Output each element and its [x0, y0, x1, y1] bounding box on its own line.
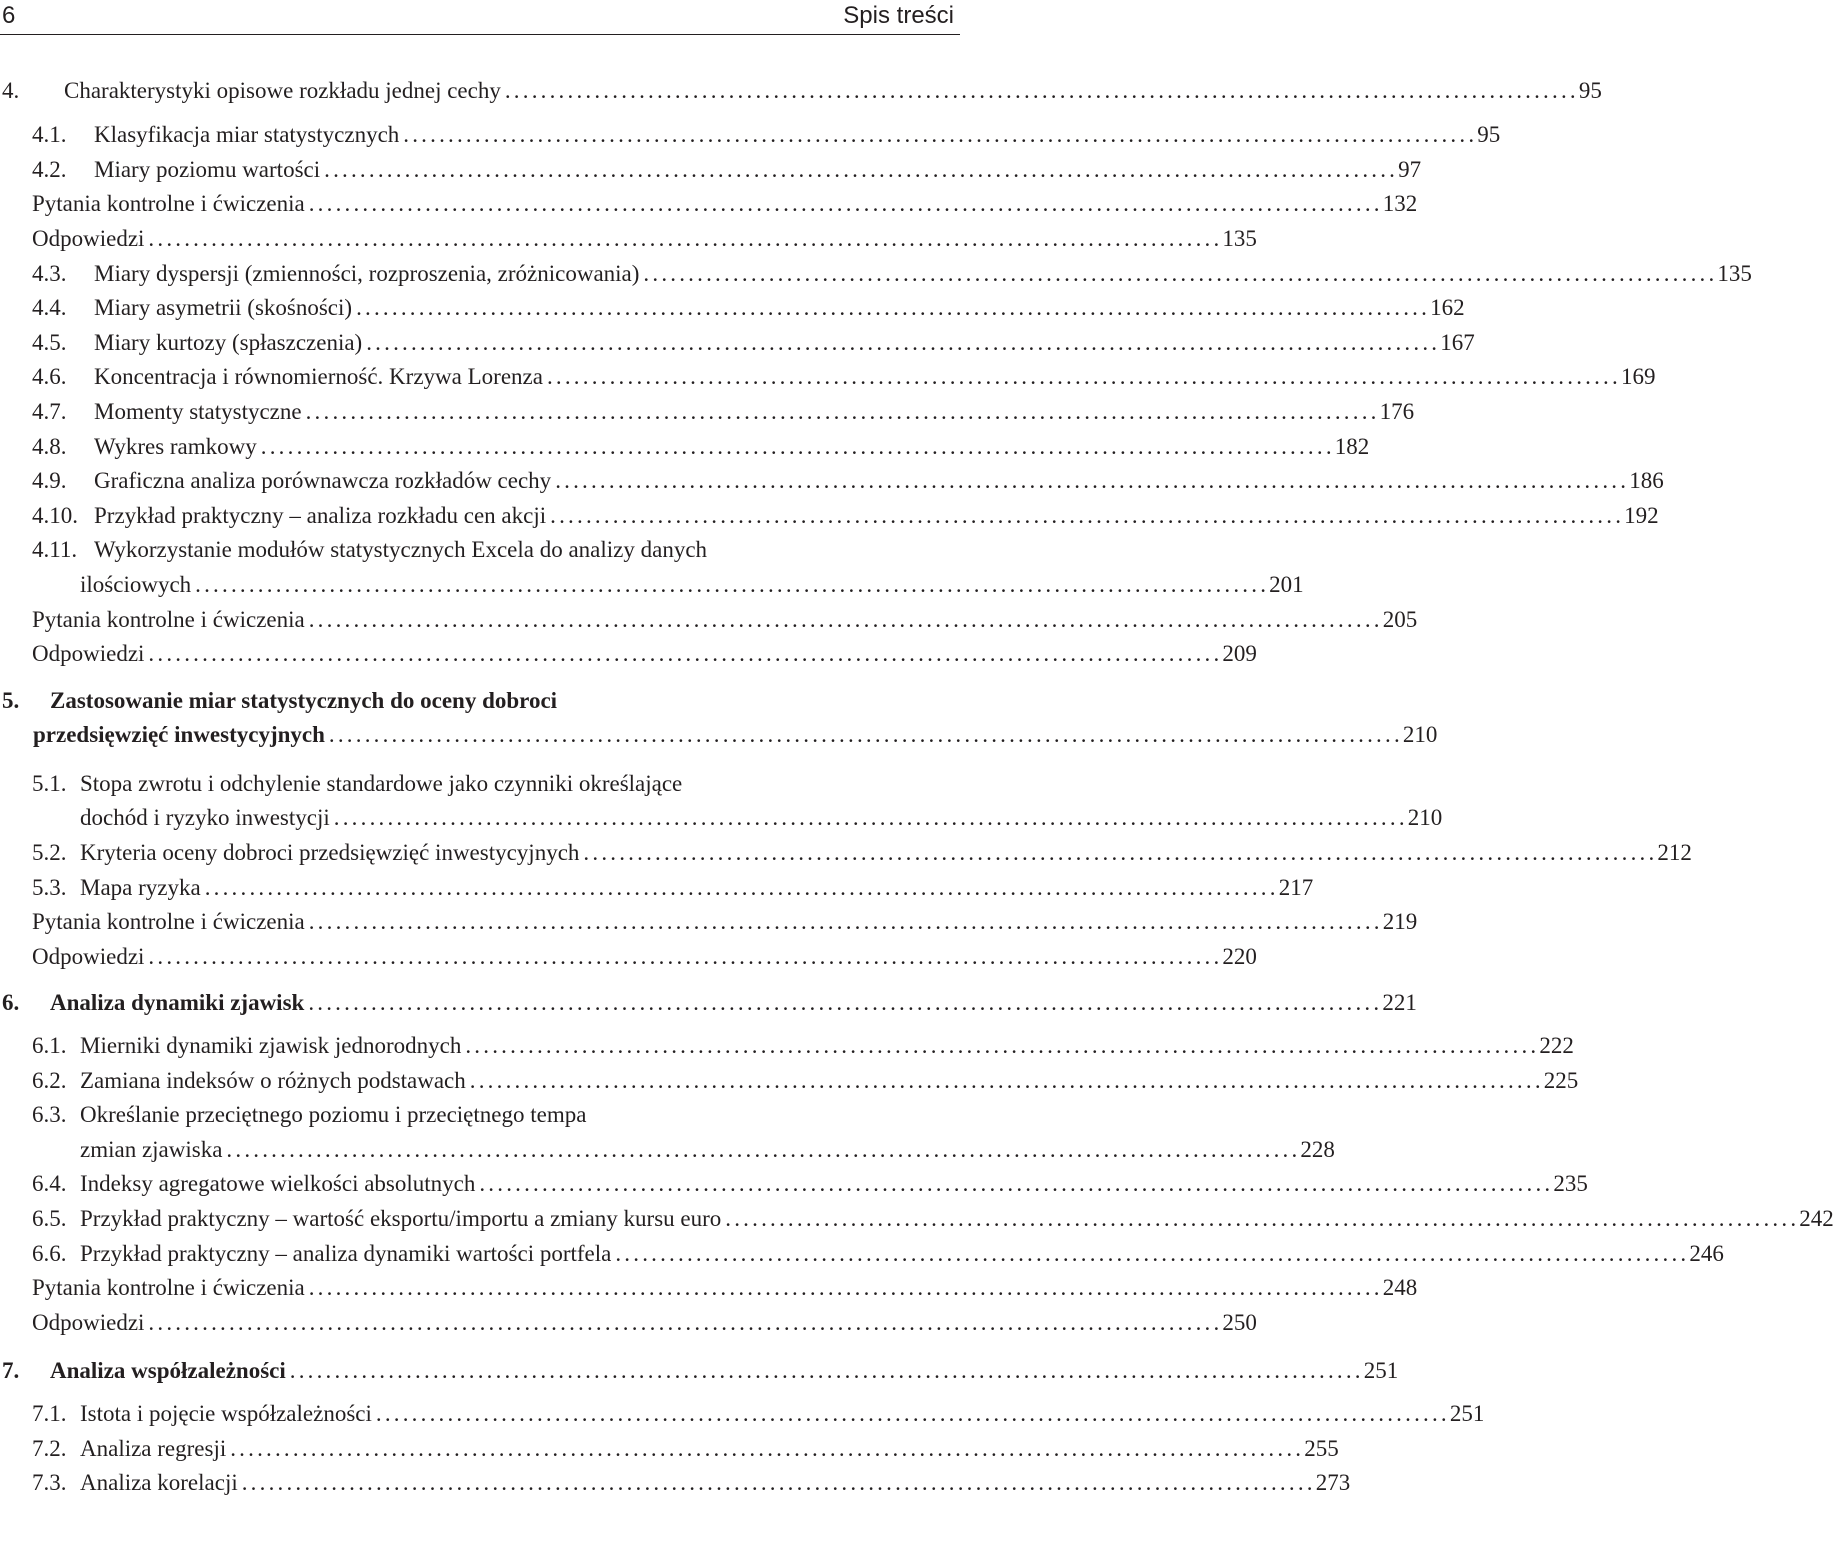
toc-page-number: 97: [1398, 156, 1422, 182]
running-title: Spis treści: [843, 2, 954, 29]
toc-entry: [0, 902, 1418, 937]
toc-entry-text: Charakterystyki opisowe rozkładu jednej cechy: [64, 77, 501, 103]
toc-entry-text: Analiza korelacji: [80, 1470, 238, 1496]
dot-leader: ........................................................................................................................: [725, 1206, 1800, 1231]
toc-entry-number: 7.2.: [32, 1435, 67, 1461]
dot-leader: ........................................................................................................................: [148, 641, 1223, 667]
toc-entry-number: 6.6.: [32, 1240, 67, 1266]
toc-page-number: 246: [1689, 1240, 1724, 1266]
toc-entry: [0, 530, 960, 565]
toc-entry-number: 5.2.: [32, 840, 67, 866]
toc-page-number: 220: [1222, 943, 1257, 969]
toc-entry: [0, 1428, 1339, 1463]
toc-entry: [0, 461, 1664, 496]
toc-entry-title: [32, 328, 366, 357]
toc-entry-title: [32, 1100, 590, 1129]
toc-entry-title: [32, 1273, 309, 1302]
toc-entry-number: 4.7.: [32, 398, 67, 424]
dot-leader: ........................................................................................................................: [375, 1400, 1450, 1426]
toc-entry-text: Określanie przeciętnego poziomu i przeciętnego tempa: [80, 1102, 587, 1128]
toc-entry: [0, 1060, 1579, 1095]
toc-entry-number: 4.: [2, 77, 20, 103]
toc-entry-text: Pytania kontrolne i ćwiczenia: [32, 191, 305, 217]
toc-entry: [0, 1302, 1257, 1337]
toc-entry: [0, 1268, 1418, 1303]
dot-leader: ........................................................................................................................: [504, 77, 1579, 103]
dot-leader: ........................................................................................................................: [308, 909, 1383, 935]
toc-entry-title: [32, 1434, 230, 1463]
toc-page-number: 210: [1402, 722, 1438, 748]
toc-entry: [0, 115, 1501, 150]
toc-entry-number: 6.2.: [32, 1067, 67, 1093]
toc-entry-title: [32, 120, 403, 149]
toc-page-number: 192: [1624, 502, 1659, 528]
dot-leader: ........................................................................................................................: [148, 943, 1223, 969]
toc-page-number: 255: [1304, 1435, 1339, 1461]
toc-entry-title: [2, 76, 505, 105]
toc-entry-title: [32, 466, 555, 495]
toc-entry-continuation: [0, 715, 1438, 750]
toc-entry: [0, 1233, 1724, 1268]
toc-entry: [0, 288, 1465, 323]
toc-chapter-entry: [0, 983, 1417, 1018]
toc-entry: [0, 634, 1257, 669]
toc-entry-number: 7.: [2, 1358, 20, 1384]
toc-page-number: 209: [1222, 641, 1257, 667]
dot-leader: ........................................................................................................................: [226, 1136, 1301, 1162]
toc-entry: [0, 149, 1422, 184]
toc-page-number: 219: [1382, 909, 1418, 935]
toc-page-number: 225: [1543, 1067, 1579, 1093]
toc-entry-title: [32, 293, 356, 322]
dot-leader: ........................................................................................................................: [241, 1470, 1316, 1496]
toc-entry-number: 4.1.: [32, 122, 67, 148]
dot-leader: ........................................................................................................................: [333, 805, 1408, 831]
toc-page-number: 167: [1440, 329, 1475, 355]
dot-leader: ........................................................................................................................: [643, 260, 1718, 286]
toc-entry-text: Analiza dynamiki zjawisk: [50, 990, 305, 1016]
toc-spacer: [0, 105, 960, 115]
toc-entry-text: Miary kurtozy (spłaszczenia): [94, 329, 363, 355]
toc-page-number: 221: [1382, 990, 1417, 1016]
toc-page-number: 235: [1553, 1171, 1588, 1197]
toc-entry-text: Koncentracja i równomierność. Krzywa Lorenza: [94, 364, 543, 390]
toc-entry-text: Istota i pojęcie współzależności: [80, 1400, 372, 1426]
toc-entry-title: [32, 155, 324, 184]
toc-entry-text: Pytania kontrolne i ćwiczenia: [32, 606, 305, 632]
toc-entry-number: 4.9.: [32, 468, 67, 494]
toc-spacer: [0, 1017, 960, 1025]
toc-chapter-entry: [0, 70, 1602, 105]
toc-entry: [0, 1025, 1574, 1060]
toc-entry-title: [32, 1204, 725, 1233]
toc-page-number: 95: [1578, 77, 1602, 103]
toc-page-number: 251: [1363, 1358, 1399, 1384]
toc-entry: [0, 322, 1475, 357]
toc-entry-title: [32, 1169, 479, 1198]
dot-leader: ........................................................................................................................: [583, 840, 1658, 866]
toc-page-number: 228: [1300, 1136, 1335, 1162]
toc-entry-number: 4.5.: [32, 329, 67, 355]
toc-entry-title: [32, 362, 547, 391]
toc-entry-title: [2, 686, 561, 715]
toc-entry-text: Kryteria oceny dobroci przedsięwzięć inwestycyjnych: [80, 840, 580, 866]
header-rule: [0, 34, 960, 35]
toc-entry-title: [32, 1468, 242, 1497]
toc-entry-text: Mapa ryzyka: [80, 874, 201, 900]
toc-entry: [0, 1463, 1351, 1498]
toc-page-number: 135: [1222, 225, 1257, 251]
toc-page-number: 201: [1269, 571, 1304, 597]
toc-entry-text: Odpowiedzi: [32, 641, 145, 667]
toc-entry-text: Indeksy agregatowe wielkości absolutnych: [80, 1171, 476, 1197]
toc-entry-text: Odpowiedzi: [32, 1309, 145, 1335]
toc-entry-title: [32, 605, 309, 634]
toc-entry-text: Zamiana indeksów o różnych podstawach: [80, 1067, 466, 1093]
toc-page-number: 210: [1407, 805, 1443, 831]
toc-entry-text: Przykład praktyczny – wartość eksportu/importu a zmiany kursu euro: [80, 1206, 722, 1231]
toc-chapter-entry: [0, 1351, 1399, 1386]
toc-entry-title: [32, 259, 643, 288]
dot-leader: ........................................................................................................................: [230, 1435, 1305, 1461]
toc-entry-title: [32, 397, 306, 426]
dot-leader: ........................................................................................................................: [615, 1240, 1690, 1266]
toc-entry-text: Miary poziomu wartości: [94, 156, 321, 182]
toc-entry-title: [32, 1399, 376, 1428]
toc-entry-continuation: [0, 564, 1304, 599]
toc-entry-text: Analiza regresji: [80, 1435, 227, 1461]
toc-spacer: [0, 971, 960, 983]
dot-leader: ........................................................................................................................: [289, 1358, 1364, 1384]
dot-leader: ........................................................................................................................: [356, 295, 1431, 321]
dot-leader: ........................................................................................................................: [308, 606, 1383, 632]
toc-spacer: [0, 1385, 960, 1393]
table-of-contents: [0, 70, 1834, 1497]
toc-entry: [0, 184, 1418, 219]
toc-entry-text-continued: zmian zjawiska: [80, 1136, 223, 1162]
toc-page-number: 217: [1278, 874, 1314, 900]
toc-entry-text: Miary asymetrii (skośności): [94, 295, 353, 321]
dot-leader: ........................................................................................................................: [148, 1309, 1223, 1335]
dot-leader: ........................................................................................................................: [204, 874, 1279, 900]
dot-leader: ........................................................................................................................: [469, 1067, 1544, 1093]
toc-entry-title: [32, 942, 148, 971]
toc-entry: [0, 867, 1314, 902]
toc-entry-text: Zastosowanie miar statystycznych do oceny dobroci: [50, 687, 558, 713]
toc-entry-title: [32, 501, 550, 530]
dot-leader: ........................................................................................................................: [305, 398, 1380, 424]
toc-entry-number: 4.4.: [32, 295, 67, 321]
toc-entry-text: Odpowiedzi: [32, 225, 145, 251]
toc-entry-number: 5.: [2, 687, 20, 713]
toc-entry-number: 5.3.: [32, 874, 67, 900]
toc-entry-number: 6.4.: [32, 1171, 67, 1197]
toc-entry: [0, 391, 1415, 426]
toc-entry-text: Pytania kontrolne i ćwiczenia: [32, 909, 305, 935]
dot-leader: ........................................................................................................................: [308, 990, 1383, 1016]
dot-leader: ........................................................................................................................: [550, 502, 1625, 528]
toc-page-number: 182: [1334, 433, 1370, 459]
toc-entry-number: 4.2.: [32, 156, 67, 182]
toc-entry-text-continued: przedsięwzięć inwestycyjnych: [33, 722, 325, 748]
toc-entry-text: Pytania kontrolne i ćwiczenia: [32, 1275, 305, 1301]
toc-entry-text: Przykład praktyczny – analiza dynamiki wartości portfela: [80, 1240, 612, 1266]
toc-entry-title: [32, 535, 711, 564]
dot-leader: ........................................................................................................................: [328, 722, 1403, 748]
toc-entry-title: [32, 907, 309, 936]
toc-entry: [0, 832, 1692, 867]
toc-page-number: 176: [1379, 398, 1415, 424]
toc-entry-number: 4.3.: [32, 260, 67, 286]
dot-leader: ........................................................................................................................: [308, 1275, 1383, 1301]
dot-leader: ........................................................................................................................: [308, 191, 1383, 217]
toc-page-number: 186: [1629, 468, 1664, 494]
toc-entry: [0, 1164, 1588, 1199]
toc-entry: [0, 357, 1656, 392]
toc-spacer: [0, 1337, 960, 1351]
toc-page-number: 212: [1657, 840, 1692, 866]
dot-leader: ........................................................................................................................: [403, 122, 1478, 148]
page-header: [0, 0, 960, 34]
toc-entry: [0, 1095, 960, 1130]
toc-entry-number: 4.10.: [32, 502, 78, 528]
toc-entry-text: Odpowiedzi: [32, 943, 145, 969]
toc-entry-text-continued: dochód i ryzyko inwestycji: [80, 805, 330, 831]
toc-entry-title: [32, 769, 686, 798]
toc-entry: [0, 1393, 1485, 1428]
toc-entry-title: [32, 873, 205, 902]
toc-entry: [0, 426, 1370, 461]
toc-entry-continuation: [0, 1129, 1335, 1164]
toc-entry-number: 6.5.: [32, 1206, 67, 1231]
toc-page-number: 250: [1222, 1309, 1257, 1335]
dot-leader: ........................................................................................................................: [555, 468, 1630, 494]
toc-entry-text: Analiza współzależności: [50, 1358, 286, 1384]
toc-entry: [0, 1198, 1834, 1233]
toc-page-number: 162: [1430, 295, 1465, 321]
toc-entry-text: Graficzna analiza porównawcza rozkładów cechy: [94, 468, 552, 494]
toc-entry: [0, 936, 1257, 971]
toc-entry-title: [32, 1239, 615, 1268]
dot-leader: ........................................................................................................................: [546, 364, 1621, 390]
toc-entry: [0, 253, 1752, 288]
dot-leader: ........................................................................................................................: [366, 329, 1441, 355]
toc-entry-number: 4.6.: [32, 364, 67, 390]
toc-spacer: [0, 668, 960, 680]
toc-page-number: 251: [1449, 1400, 1485, 1426]
toc-entry-text: Miary dyspersji (zmienności, rozproszenia, zróżnicowania): [94, 260, 640, 286]
toc-entry-title: [32, 1066, 470, 1095]
dot-leader: ........................................................................................................................: [324, 156, 1399, 182]
toc-entry-number: 5.1.: [32, 770, 67, 796]
toc-page-number: 222: [1539, 1033, 1574, 1059]
toc-entry-text: Wykorzystanie modułów statystycznych Excela do analizy danych: [94, 537, 708, 563]
toc-entry-text: Przykład praktyczny – analiza rozkładu cen akcji: [94, 502, 547, 528]
toc-entry-text: Stopa zwrotu i odchylenie standardowe jako czynniki określające: [80, 770, 683, 796]
toc-entry-title: [32, 838, 583, 867]
dot-leader: ........................................................................................................................: [148, 225, 1223, 251]
toc-entry: [0, 763, 960, 798]
toc-entry-title: [32, 189, 309, 218]
toc-entry-text: Momenty statystyczne: [94, 398, 302, 424]
toc-entry-text: Klasyfikacja miar statystycznych: [94, 122, 400, 148]
toc-page-number: 169: [1620, 364, 1656, 390]
toc-chapter-entry: [0, 680, 960, 715]
toc-entry: [0, 599, 1418, 634]
toc-page-number: 248: [1382, 1275, 1418, 1301]
toc-entry-number: 7.3.: [32, 1470, 67, 1496]
toc-entry-number: 4.8.: [32, 433, 67, 459]
toc-entry-text: Wykres ramkowy: [94, 433, 257, 459]
toc-entry-number: 6.: [2, 990, 20, 1016]
dot-leader: ........................................................................................................................: [479, 1171, 1554, 1197]
toc-entry-number: 6.3.: [32, 1102, 67, 1128]
toc-page-number: 242: [1799, 1206, 1834, 1231]
dot-leader: ........................................................................................................................: [465, 1033, 1540, 1059]
toc-entry-title: [32, 639, 148, 668]
toc-entry-continuation: [0, 798, 1443, 833]
toc-entry-number: 6.1.: [32, 1033, 67, 1059]
page-number: 6: [2, 2, 16, 29]
toc-entry-title: [32, 1031, 465, 1060]
toc-entry-title: [32, 224, 148, 253]
toc-entry-title: [32, 432, 261, 461]
toc-entry-number: 7.1.: [32, 1400, 67, 1426]
toc-spacer: [0, 749, 960, 763]
toc-page-number: 132: [1382, 191, 1418, 217]
toc-page-number: 273: [1315, 1470, 1351, 1496]
toc-entry-text: Mierniki dynamiki zjawisk jednorodnych: [80, 1033, 462, 1059]
toc-entry-text-continued: ilościowych: [80, 571, 192, 597]
toc-entry-number: 4.11.: [32, 537, 78, 563]
dot-leader: ........................................................................................................................: [260, 433, 1335, 459]
toc-entry: [0, 218, 1257, 253]
toc-page-number: 95: [1477, 122, 1501, 148]
toc-page-number: 135: [1717, 260, 1752, 286]
toc-entry-title: [2, 988, 308, 1017]
toc-entry-title: [2, 1356, 290, 1385]
dot-leader: ........................................................................................................................: [195, 571, 1270, 597]
toc-entry-title: [32, 1308, 148, 1337]
toc-page-number: 205: [1382, 606, 1418, 632]
toc-entry: [0, 495, 1659, 530]
